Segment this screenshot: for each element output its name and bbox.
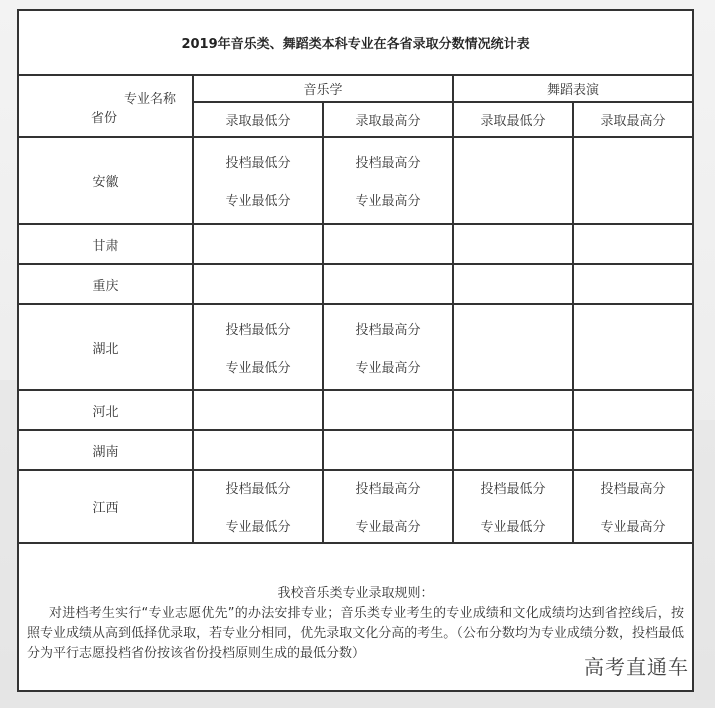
music-min-cell: [193, 224, 323, 264]
table-row: [19, 137, 692, 224]
music-min-cell: [193, 304, 323, 390]
dance-min-cell: [453, 224, 573, 264]
dance-min-cell: [453, 470, 573, 542]
zy-min-label: 专业最低分: [480, 520, 546, 535]
tou-max-label: 投档最高分: [355, 482, 421, 497]
score-table: [19, 11, 692, 542]
page-title: 2019年音乐类、舞蹈类本科专业在各省录取分数情况统计表: [19, 11, 692, 75]
dance-min-cell: [453, 137, 573, 224]
zy-max-label: 专业最高分: [355, 360, 421, 376]
corner-major-label: 专业名称: [123, 92, 176, 107]
province-cell: 河北: [19, 390, 193, 430]
dance-max-header: 录取最高分: [573, 102, 692, 137]
music-max-cell: [323, 304, 453, 390]
zy-max-label: 专业最高分: [355, 520, 421, 535]
dance-header: 舞蹈表演: [453, 75, 692, 102]
music-max-cell: [323, 137, 453, 224]
table-row: [19, 224, 692, 264]
province-cell: 甘肃: [19, 224, 193, 264]
score-sheet: [17, 9, 694, 692]
dance-min-cell: [453, 304, 573, 390]
rules-title: 我校音乐类专业录取规则：: [277, 586, 434, 601]
music-max-cell: [323, 470, 453, 542]
dance-max-cell: [573, 390, 692, 430]
music-min-cell: [193, 390, 323, 430]
music-max-cell: [323, 430, 453, 470]
zy-max-label: 专业最高分: [600, 520, 666, 535]
background-building: [695, 420, 715, 700]
tou-max-label: 投档最高分: [600, 482, 666, 497]
music-min-header: 录取最低分: [193, 102, 323, 137]
music-min-cell: [193, 137, 323, 224]
province-cell: 湖南: [19, 430, 193, 470]
tou-min-label: 投档最低分: [480, 482, 546, 497]
music-max-cell: [323, 224, 453, 264]
table-row: [19, 304, 692, 390]
dance-max-cell: [573, 430, 692, 470]
dance-min-cell: [453, 264, 573, 304]
table-row: [19, 430, 692, 470]
dance-max-cell: [573, 224, 692, 264]
corner-header: [19, 75, 193, 137]
zy-min-label: 专业最低分: [225, 520, 291, 535]
tou-min-label: 投档最低分: [225, 482, 291, 497]
corner-province-label: 省份: [91, 111, 118, 126]
music-min-cell: [193, 430, 323, 470]
music-min-cell: [193, 470, 323, 542]
table-row: [19, 470, 692, 542]
province-cell: 江西: [19, 470, 193, 542]
dance-max-cell: [573, 264, 692, 304]
tou-max-label: 投档最高分: [355, 322, 421, 338]
province-cell: 湖北: [19, 304, 193, 390]
dance-max-cell: [573, 304, 692, 390]
music-max-header: 录取最高分: [323, 102, 453, 137]
tou-min-label: 投档最低分: [225, 322, 291, 338]
music-min-cell: [193, 264, 323, 304]
dance-min-cell: [453, 390, 573, 430]
music-max-cell: [323, 390, 453, 430]
province-cell: 重庆: [19, 264, 193, 304]
watermark: 高考直通车: [584, 655, 689, 679]
table-row: [19, 264, 692, 304]
table-row: [19, 390, 692, 430]
music-max-cell: [323, 264, 453, 304]
rules-body: 对进档考生实行“专业志愿优先”的办法安排专业；音乐类专业考生的专业成绩和文化成绩均达到省控线后，按照专业成绩从高到低择优录取，若专业分相同，优先录取文化分高的考生。（公布分数均为专业成绩分数，投档最低分为平行志愿投档省份按该省份投档原则生成的最低分数）: [27, 606, 684, 661]
dance-max-cell: [573, 470, 692, 542]
zy-max-label: 专业最高分: [355, 194, 421, 209]
zy-min-label: 专业最低分: [225, 360, 291, 376]
music-header: 音乐学: [193, 75, 453, 102]
dance-min-header: 录取最低分: [453, 102, 573, 137]
dance-min-cell: [453, 430, 573, 470]
zy-min-label: 专业最低分: [225, 194, 291, 209]
dance-max-cell: [573, 137, 692, 224]
province-cell: 安徽: [19, 137, 193, 224]
tou-max-label: 投档最高分: [355, 156, 421, 171]
tou-min-label: 投档最低分: [225, 156, 291, 171]
